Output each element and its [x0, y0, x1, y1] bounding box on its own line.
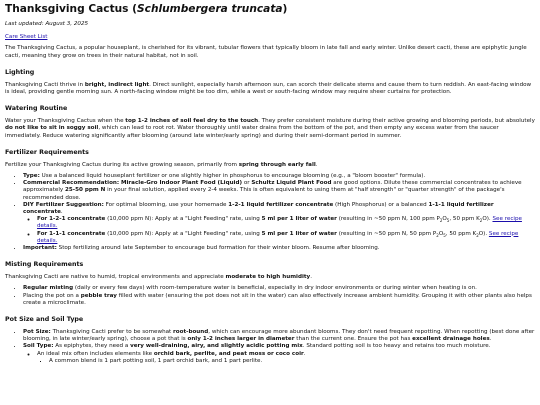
recipe-link-121[interactable]: See recipe details.	[37, 216, 522, 230]
pot-soil-heading: Pot Size and Soil Type	[5, 316, 84, 324]
misting-heading: Misting Requirements	[5, 261, 84, 269]
recipe-link-111[interactable]: See recipe details.	[37, 230, 519, 244]
list-item-commercial: • Commercial Recommendation: Miracle-Gro Indoor Plant Food (Liquid) or Schultz Liquid Plant Food are good options. Dilute these commercial concentrates to achieve approximately 25-50 ppm N in your final solution, applied every 2-4 weeks. This is often equivalent to using them at "half strength" or "quarter strength" of the package's recommended dose.	[23, 180, 535, 202]
list-item-important: • Important: Stop fertilizing around late September to encourage bud formation for their winter bloom. Resume after blooming.	[23, 245, 535, 252]
care-sheet-list-link[interactable]: Care Sheet List	[5, 34, 48, 41]
watering-paragraph: Water your Thanksgiving Cactus when the top 1-2 inches of soil feel dry to the touch. They prefer consistent moisture during their active growing and blooming periods, but absolutely do not like to sit in soggy soil, which can lead to root rot. Water thoroughly until water drains from the bottom of the pot, and then empty any excess water from the saucer immediately. Reduce watering significantly after blooming (around late winter/early spring) and during their semi-dormant period in summer.	[5, 118, 535, 139]
page-title: Thanksgiving Cactus (Schlumbergera truncata)	[5, 3, 288, 15]
lighting-heading: Lighting	[5, 68, 35, 76]
list-item-soil-blend: ▪ A common blend is 1 part potting soil, 1 part orchid bark, and 1 part perlite.	[49, 358, 535, 365]
fertilizer-intro: Fertilize your Thanksgiving Cactus during its active growing season, primarily from spring through early fall.	[5, 161, 318, 168]
fertilizer-list	[5, 173, 535, 252]
soil-sublist	[23, 351, 535, 365]
list-item-111-concentrate: ◦ For 1-1-1 concentrate (10,000 ppm N): Apply at a "Light Feeding" rate, using 5 ml per 1 liter of water (resulting in ~50 ppm N, 50 ppm $P_2O_5$, 50 ppm $K_2O$). See recipe details.	[37, 231, 535, 245]
diy-sublist	[23, 216, 535, 245]
pot-soil-list	[5, 329, 535, 365]
list-item-type: • Type: Use a balanced liquid houseplant fertilizer or one slightly higher in phosphorus to encourage blooming (e.g., a "bloom booster" formula).	[23, 173, 535, 180]
intro-paragraph: The Thanksgiving Cactus, a popular houseplant, is cherished for its vibrant, tubular flowers that typically bloom in late fall and early winter. Unlike desert cacti, these are epiphytic jungle cacti, meaning they grow on trees in their natural habitat, not in soil.	[5, 45, 527, 59]
fertilizer-heading: Fertilizer Requirements	[5, 148, 89, 156]
misting-intro: Thanksgiving Cacti are native to humid, tropical environments and appreciate moderate to high humidity.	[5, 274, 312, 281]
list-item-soil-mix: ◦ An ideal mix often includes elements like orchid bark, perlite, and peat moss or coco coir. ▪ A common blend is 1 part potting soil, 1 part orchid bark, and 1 part perlite.	[37, 351, 535, 365]
list-item-121-concentrate: ◦ For 1-2-1 concentrate (10,000 ppm N): Apply at a "Light Feeding" rate, using 5 ml per 1 liter of water (resulting in ~50 ppm N, 100 ppm $P_2O_5$, 50 ppm $K_2O$). See recipe details.	[37, 216, 535, 230]
care-sheet-link-row	[5, 34, 535, 41]
list-item-pebble-tray: • Placing the pot on a pebble tray filled with water (ensuring the pot does not sit in the water) can also effectively increase ambient humidity. Grouping it with other plants also helps create a microclimate.	[23, 293, 535, 307]
soil-blend-sublist	[37, 358, 535, 365]
last-updated: Last updated: August 3, 2025	[5, 21, 89, 27]
list-item-soil-type: • Soil Type: As epiphytes, they need a very well-draining, airy, and slightly acidic potting mix. Standard potting soil is too heavy and retains too much moisture. ◦ An ideal mix often includes elements like orchid bark, perlite, and peat moss or coco coir. ▪ A common blend is 1 part potting soil, 1 part orchid bark, and 1 part perlite.	[23, 343, 535, 365]
list-item-pot-size: • Pot Size: Thanksgiving Cacti prefer to be somewhat root-bound, which can encourage more abundant blooms. They don't need frequent repotting. When repotting (best done after blooming, in late winter/early spring), choose a pot that is only 1-2 inches larger in diameter than the current one. Ensure the pot has excellent drainage holes.	[23, 329, 535, 343]
list-item-diy: • DIY Fertilizer Suggestion: For optimal blooming, use your homemade 1-2-1 liquid fertilizer concentrate (High Phosphorus) or a balanced 1-1-1 liquid fertilizer concentrate. ◦ For 1-2-1 concentrate (10,000 ppm N): Apply at a "Light Feeding" rate, using 5 ml per 1 liter of water (resulting in ~50 ppm N, 100 ppm $P_2O_5$, 50 ppm $K_2O$). See recipe details. ◦ For 1-1-1 concentrate (10,000 ppm N): Apply at a "Light Feeding" rate, using 5 ml per 1 liter of water (resulting in ~50 ppm N, 50 ppm $P_2O_5$, 50 ppm $K_2O$). See recipe details.	[23, 202, 535, 245]
scientific-name: Schlumbergera truncata	[137, 3, 283, 15]
lighting-paragraph: Thanksgiving Cacti thrive in bright, indirect light. Direct sunlight, especially harsh afternoon sun, can scorch their delicate stems and cause them to turn reddish. An east-facing window is ideal, providing gentle morning sun. A north-facing window might be too dim, while a west or south-facing window may require sheer curtains for protection.	[5, 81, 532, 96]
misting-list	[5, 285, 535, 307]
list-item-regular-misting: • Regular misting (daily or every few days) with room-temperature water is beneficial, especially in dry indoor environments or during winter when heating is on.	[23, 285, 535, 292]
watering-heading: Watering Routine	[5, 105, 68, 113]
